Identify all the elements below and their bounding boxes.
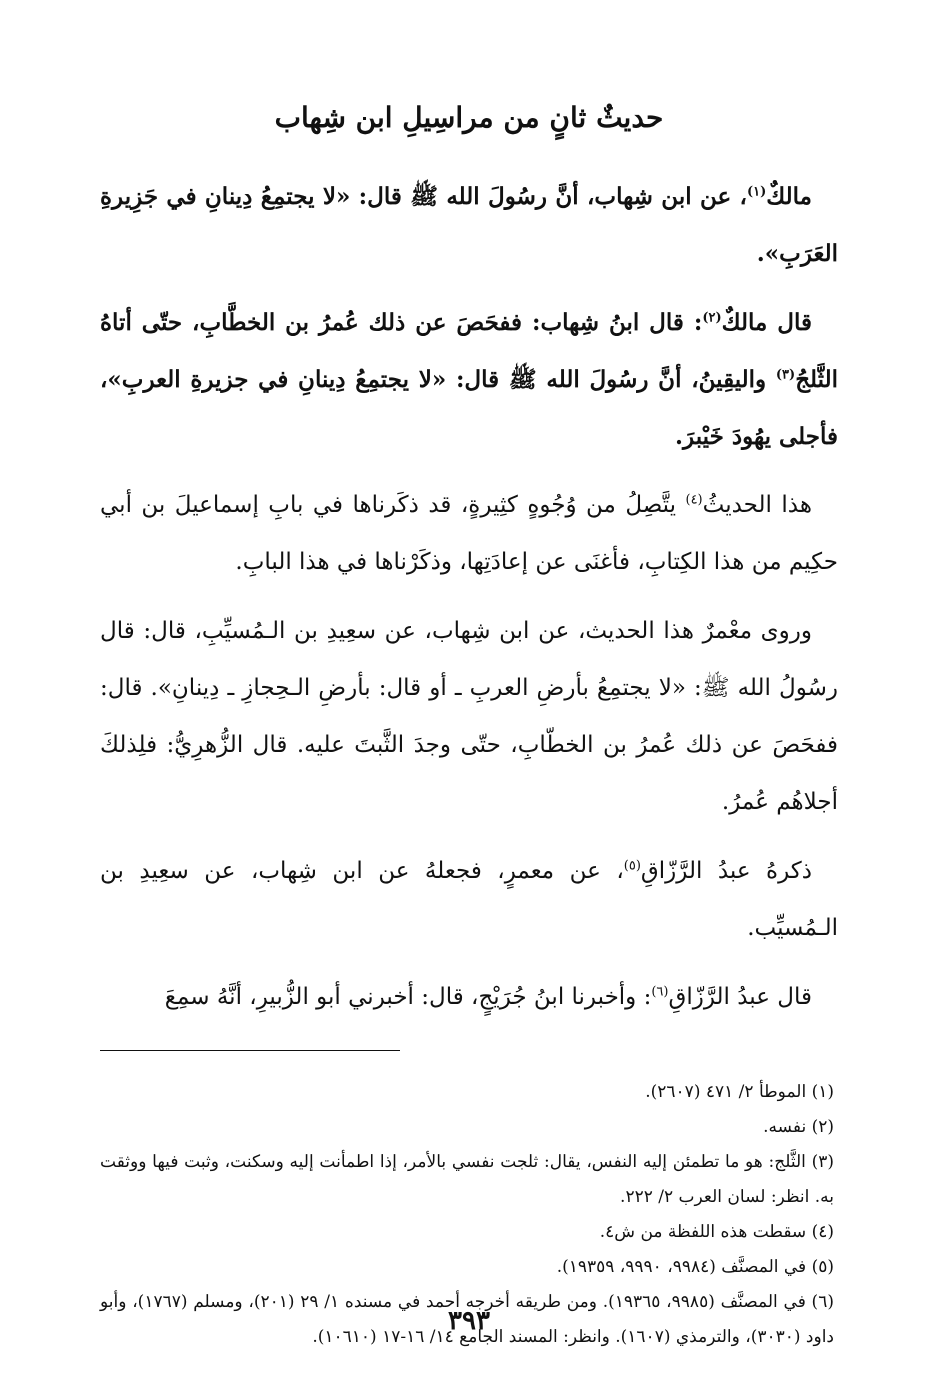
footnote-ref-1[interactable]: (١) bbox=[746, 184, 767, 200]
paragraph-text: هذا الحديثُ bbox=[702, 492, 812, 518]
paragraph-text: قال عبدُ الرَّزّاقِ bbox=[668, 984, 812, 1010]
footnote-2: (٢) نفسه. bbox=[763, 1117, 834, 1137]
footnote-4: (٤) سقطت هذه اللفظة من ش٤. bbox=[599, 1222, 834, 1242]
paragraph-text: وروى معْمرٌ هذا الحديث، عن ابن شِهاب، عن سعِيدِ بن الـمُسيِّبِ، قال: قال رسُولُ الله ﷺ: «لا يجتمِعُ بأرضِ العربِ ـ أو قال: بأرضِ الـحِجازِ ـ دِينانِ». قال: ففحَصَ عن ذلك عُمرُ بن الخطّابِ، حتّى وجدَ الثَّبتَ عليه. قال الزُّهرِيُّ: فلِذلكَ أجلاهُم عُمرُ. bbox=[100, 618, 838, 815]
footnote-1: (١) الموطأ ٢/ ٤٧١ (٢٦٠٧). bbox=[645, 1082, 834, 1102]
footnote-ref-5[interactable]: (٥) bbox=[623, 858, 641, 874]
paragraph-6 bbox=[100, 969, 838, 1026]
body-text bbox=[100, 168, 838, 1026]
paragraph-2 bbox=[100, 294, 838, 465]
footnote-5: (٥) في المصنَّف (٩٩٨٤، ٩٩٩٠، ١٩٣٥٩). bbox=[556, 1257, 834, 1277]
paragraph-text: ، عن ابن شِهاب، أنَّ رسُولَ الله ﷺ قال: «لا يجتمِعُ دِينانِ في جَزِيرةِ العَرَبِ». bbox=[100, 183, 838, 267]
paragraph-text: واليقِينُ، أنَّ رسُولَ الله ﷺ قال: «لا يجتمِعُ دِينانِ في جزيرةِ العربِ»، فأجلى يهُودَ خَيْبرَ. bbox=[100, 366, 838, 450]
paragraph-text: يتَّصِلُ من وُجُوهٍ كثِيرةٍ، قد ذكَرناها في بابِ إسماعيلَ بن أبي حكِيم من هذا الكِتابِ، فأغنَى عن إعادَتِها، وذكَرْناها في هذا البابِ. bbox=[100, 492, 838, 575]
page-title: حديثٌ ثانٍ من مراسِيلِ ابن شِهاب bbox=[274, 101, 664, 134]
paragraph-4 bbox=[100, 603, 838, 831]
paragraph-text: ، عن معمرٍ، فجعلهُ عن ابن شِهاب، عن سعِيدِ بن الـمُسيِّب. bbox=[100, 858, 838, 941]
paragraph-1 bbox=[100, 168, 838, 282]
footnote-divider bbox=[100, 1050, 400, 1051]
footnote-3: (٣) الثَّلج: هو ما تطمئن إليه النفس، يقال: ثلجت نفسي بالأمر، إذا اطمأنت إليه وسكنت، وثبت فيها ووثقت به. انظر: لسان العرب ٢/ ٢٢٢. bbox=[100, 1152, 834, 1207]
paragraph-text: : وأخبرنا ابنُ جُرَيْجٍ، قال: أخبرني أبو الزُّبيرِ، أنَّهُ سمِعَ bbox=[164, 984, 652, 1010]
paragraph-text: ذكرهُ عبدُ الرَّزّاقِ bbox=[640, 858, 812, 884]
paragraph-text: قال مالكٌ bbox=[721, 309, 812, 336]
footnote-ref-2[interactable]: (٢) bbox=[702, 310, 722, 326]
page-number: ٣٩٣ bbox=[448, 1306, 490, 1336]
footnote-ref-4[interactable]: (٤) bbox=[685, 492, 703, 508]
footnote-ref-6[interactable]: (٦) bbox=[651, 984, 669, 1000]
footnote-6: (٦) في المصنَّف (٩٩٨٥، ١٩٣٦٥). ومن طريقه أخرجه أحمد في مسنده ١/ ٢٩ (٢٠١)، ومسلم (١٧٦٧)، وأبو داود (٣٠٣٠)، والترمذي (١٦٠٧). وانظر: المسند الجامع ١٤/ ١٦-١٧ (١٠٦١٠). bbox=[100, 1292, 834, 1347]
footnote-ref-3[interactable]: (٣) bbox=[775, 367, 796, 383]
paragraph-5 bbox=[100, 843, 838, 957]
paragraph-text: مالكٌ bbox=[766, 183, 812, 210]
paragraph-3 bbox=[100, 477, 838, 591]
paragraph-text: : قال ابنُ شِهاب: ففحَصَ عن ذلك عُمرُ بن الخطَّابِ، حتّى أتاهُ الثَّلجُ bbox=[100, 309, 838, 393]
